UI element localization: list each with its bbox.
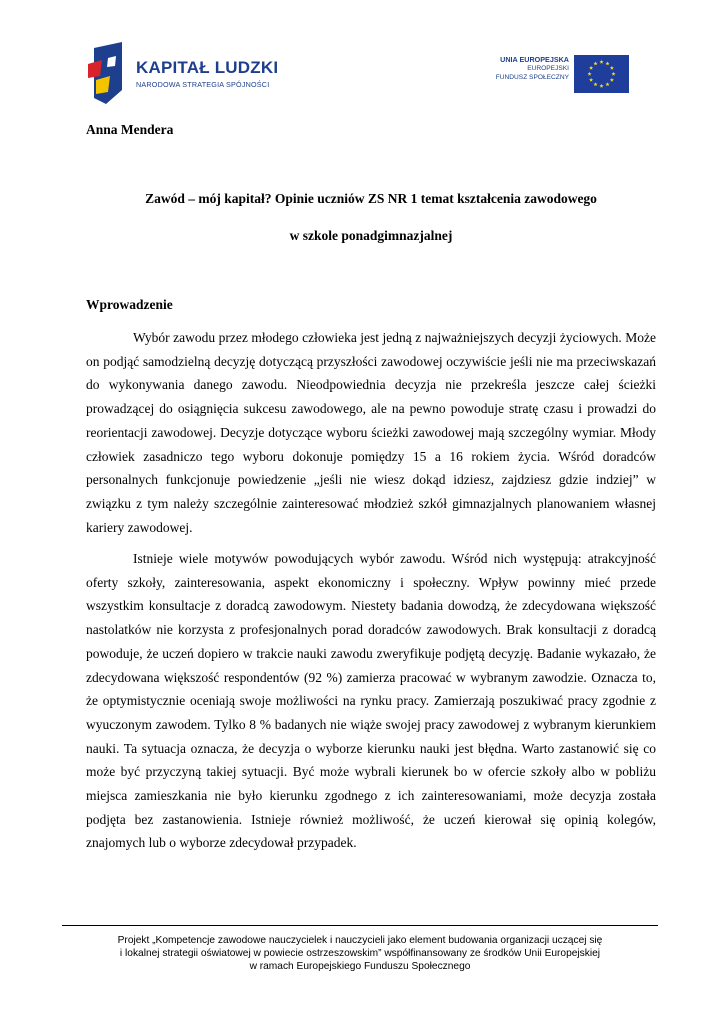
kapital-ludzki-title: KAPITAŁ LUDZKI xyxy=(136,58,279,77)
eu-fund-logo xyxy=(484,55,629,97)
eu-line-european: EUROPEJSKI xyxy=(527,65,569,72)
eu-fund-text xyxy=(496,55,569,82)
document-title-line-2: w szkole ponadgimnazjalnej xyxy=(289,228,453,243)
eu-line-fund: FUNDUSZ SPOŁECZNY xyxy=(495,74,569,81)
footer-line-2: i lokalnej strategii oświatowej w powiecie ostrzeszowskim” współfinansowany ze środków Unii Europejskiej xyxy=(119,948,601,959)
document-title-line-1: Zawód – mój kapitał? Opinie uczniów ZS NR 1 temat kształcenia zawodowego xyxy=(145,191,597,206)
kapital-ludzki-mark-icon xyxy=(86,40,126,106)
footer-line-3: w ramach Europejskiego Funduszu Społecznego xyxy=(249,961,471,972)
author-name: Anna Mendera xyxy=(86,122,174,137)
section-heading: Wprowadzenie xyxy=(86,297,173,312)
footer-line-1: Projekt „Kompetencje zawodowe nauczycielek i nauczycieli jako element budowania organizacji uczącej się xyxy=(117,935,603,946)
eu-line-union: UNIA EUROPEJSKA xyxy=(500,55,569,64)
footer-divider xyxy=(62,925,658,926)
eu-flag-icon xyxy=(574,55,629,93)
paragraph-2: Istnieje wiele motywów powodujących wybór zawodu. Wśród nich występują: atrakcyjność oferty szkoły, zainteresowania, aspekt ekonomiczny i społeczny. Wpływ powinny mieć przede wszystkim konsultacje z doradcą zawodowym. Niestety badania dowodzą, że zdecydowana większość nastolatków nie korzysta z profesjonalnych porad doradców zawodowych. Brak konsultacji z doradcą powoduje, że uczeń dopiero w trakcie nauki zawodu zweryfikuje podjętą decyzję. Badanie wykazało, że zdecydowana większość respondentów (92 %) zamierza pracować w wybranym zawodzie. Oznacza to, że optymistycznie oceniają swoje możliwości na rynku pracy. Zamierzają poszukiwać pracy zgodnie z wyuczonym zawodem. Tylko 8 % badanych nie wiąże swojej pracy zawodowej z wybranym kierunkiem nauki. Ta sytuacja oznacza, że decyzja o wyborze kierunku nauki jest błędna. Warto zastanowić się co może być przyczyną takiej sytuacji. Być może wybrali kierunek bo w ofercie szkoły albo w pobliżu miejsca zamieszkania nie było kierunku zgodnego z ich zainteresowaniami, może decyzja została podjęta bez zastanowienia. Istnieje również możliwość, że uczeń kierował się opinią kolegów, znajomych lub o wyborze zdecydował przypadek. xyxy=(86,551,656,851)
kapital-ludzki-subtitle: NARODOWA STRATEGIA SPÓJNOŚCI xyxy=(136,80,270,89)
paragraph-1: Wybór zawodu przez młodego człowieka jest jedną z najważniejszych decyzji życiowych. Może on podjąć samodzielną decyzję dotyczącą przyszłości zawodowej oczywiście jeśli nie ma przeciwskazań do wykonywania danego zawodu. Nieodpowiednia decyzja nie przekreśla jeszcze całej ścieżki prowadzącej do osiągnięcia sukcesu zawodowego, ale na pewno powoduje stratę czasu i prowadzi do reorientacji zawodowej. Decyzje dotyczące wyboru ścieżki zawodowej mają szczególny wymiar. Młody człowiek zasadniczo tego wyboru dokonuje pomiędzy 15 a 16 rokiem życia. Wśród doradców personalnych funkcjonuje powiedzenie „jeśli nie wiesz dokąd idziesz, zajdziesz gdzie indziej” w związku z tym należy szczególnie zainteresować młodzież szkół gimnazjalnych planowaniem własnej kariery zawodowej. xyxy=(86,330,656,535)
footer xyxy=(62,934,658,973)
kapital-ludzki-logo xyxy=(86,40,279,106)
